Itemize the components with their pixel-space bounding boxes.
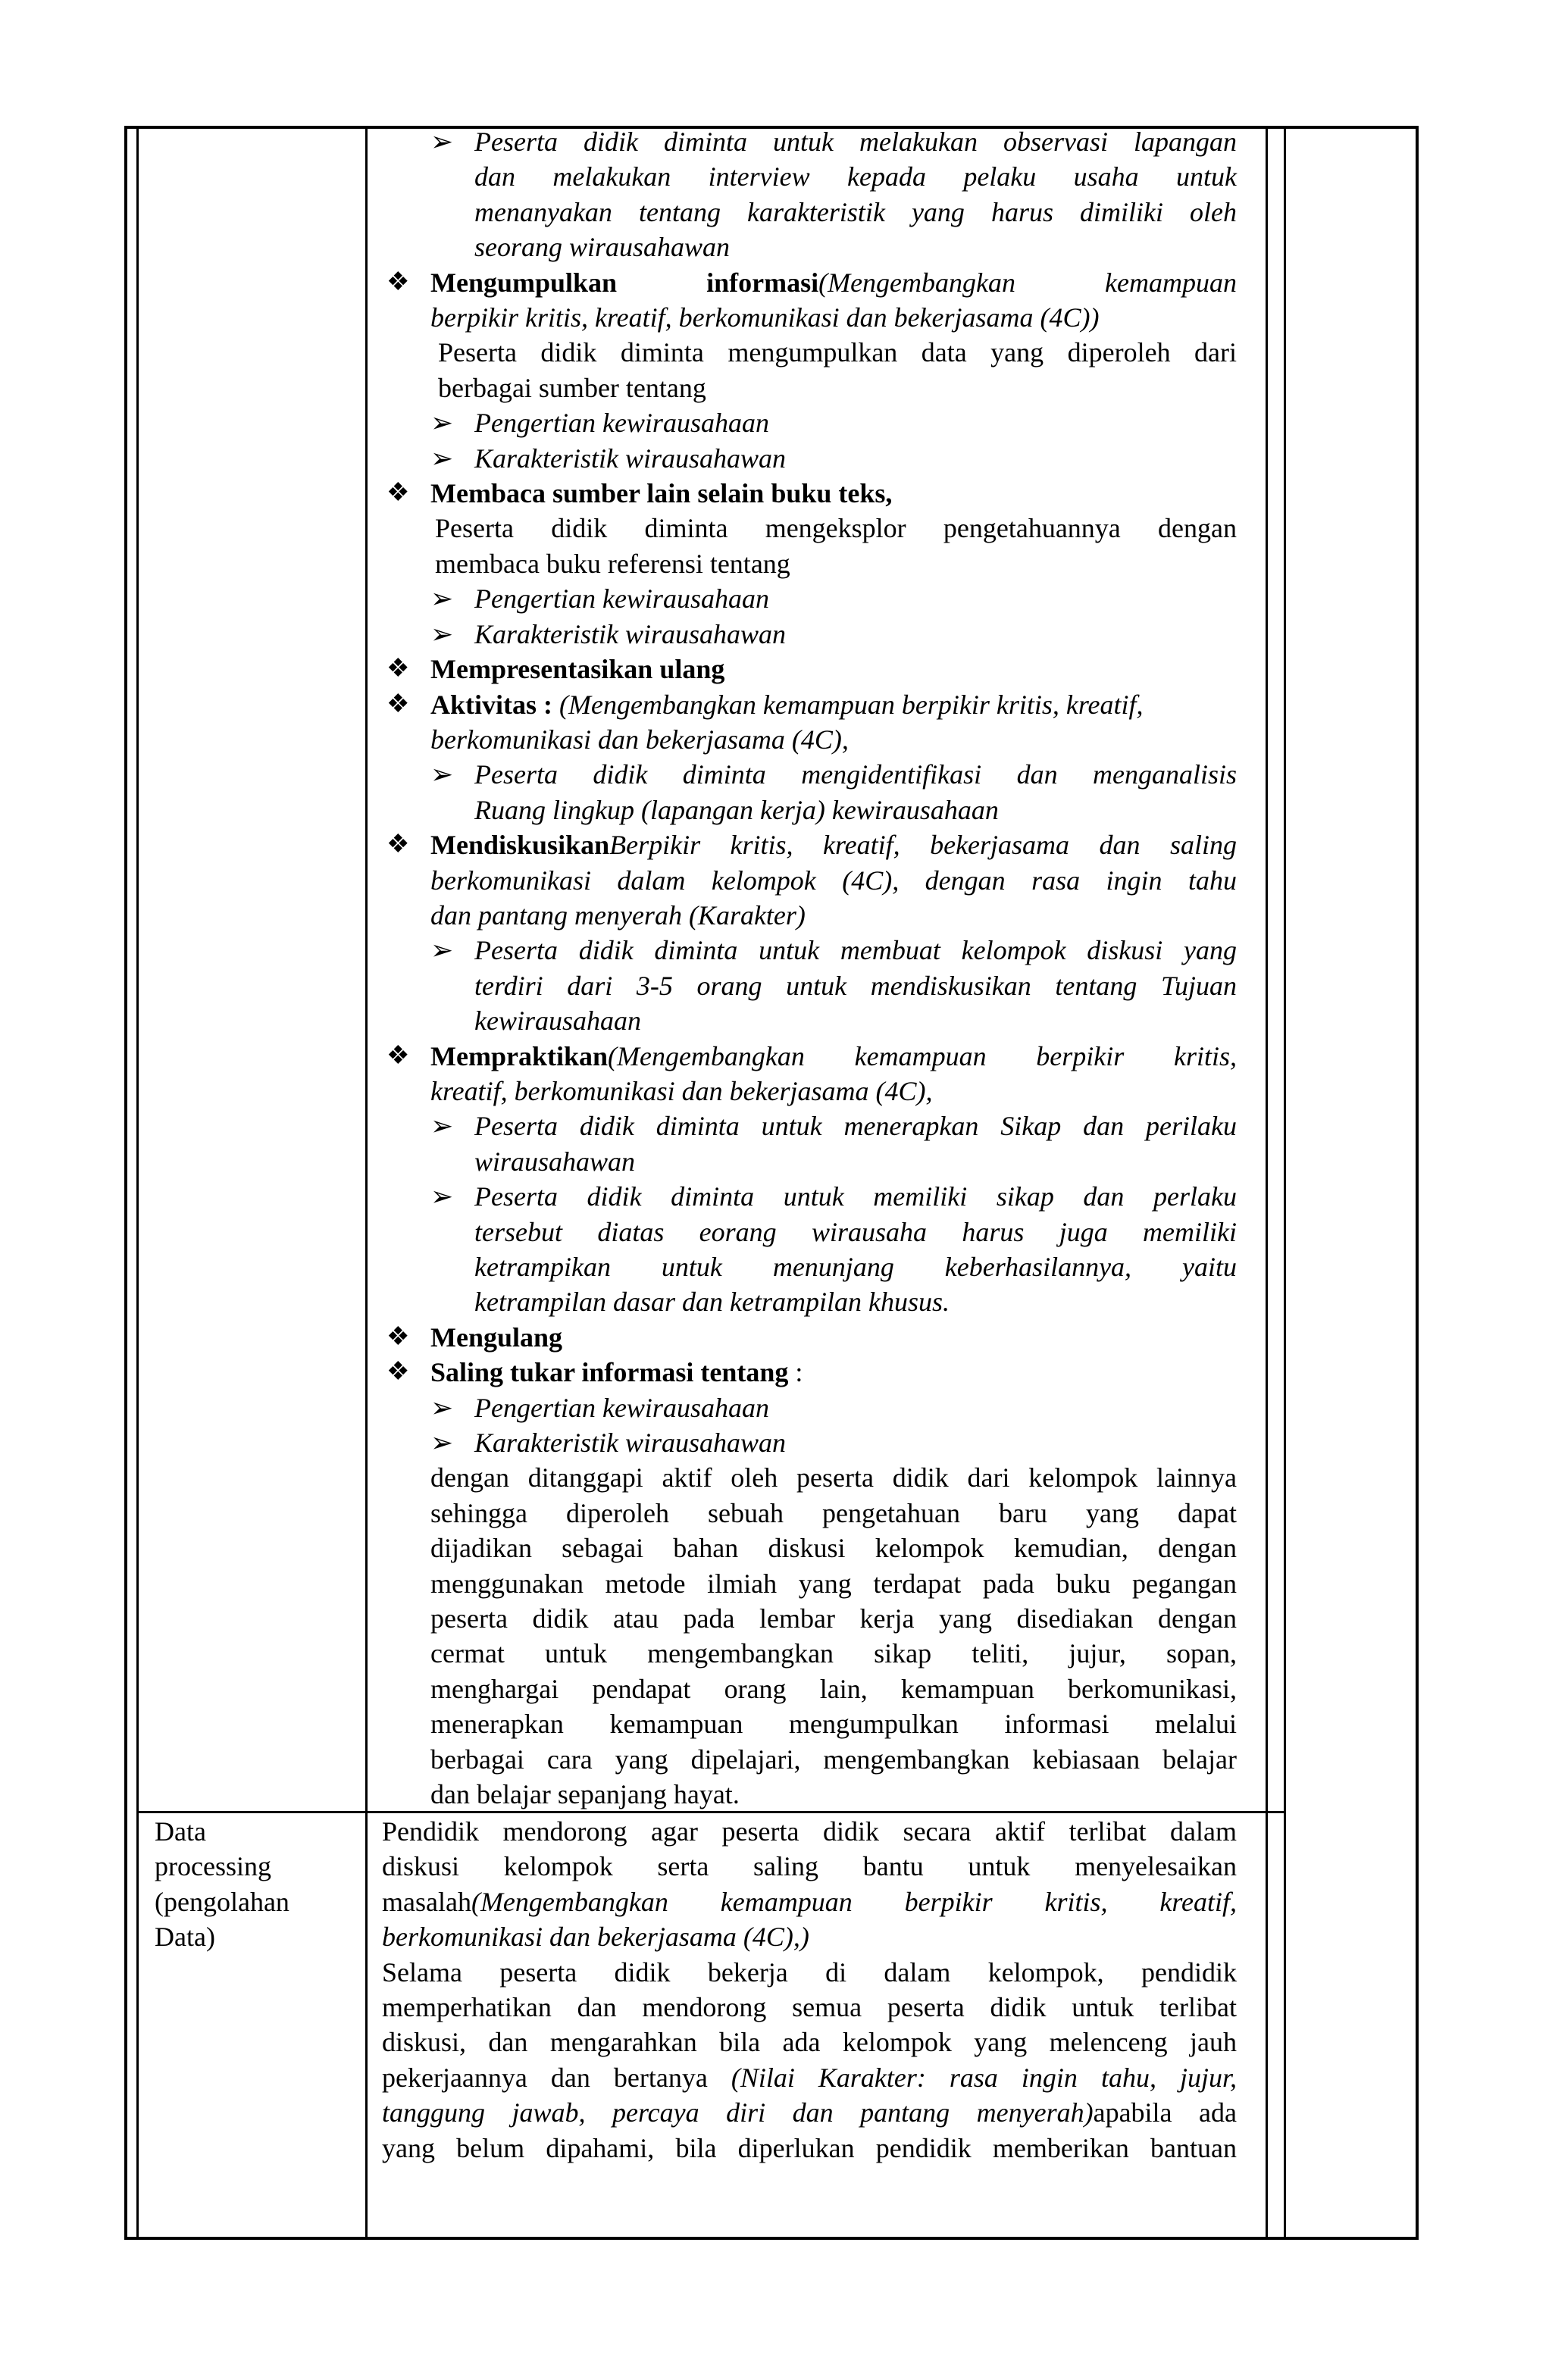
- diamond-bullet-icon: ❖: [386, 830, 410, 859]
- diamond-bullet-icon: ❖: [386, 1358, 410, 1387]
- membaca-text: Peserta didik diminta mengeksplor pengetahuannya dengan: [435, 513, 1237, 544]
- mengumpulkan-item: [386, 265, 1237, 406]
- closing-paragraph: dengan ditanggapi aktif oleh peserta didik dari kelompok lainnya sehingga diperoleh sebuah pengetahuan baru yang dapat dijadikan sebagai bahan diskusi kelompok kemudian, dengan menggunakan metode ilmiah yang terdapat pada buku pegangan peserta didik atau pada lembar kerja yang disediakan dengan cermat untuk mengembangkan sikap teliti, jujur, sopan, menghargai pendapat orang lain, kemampuan berkomunikasi, menerapkan kemampuan mengumpulkan informasi melalui berbagai cara yang dipelajari, mengembangkan kebiasaan belajar dan belajar sepanjang hayat.: [430, 1462, 1237, 1810]
- col-divider-4: [1284, 126, 1286, 2240]
- obs-line: dan melakukan interview kepada pelaku usaha untuk: [474, 161, 1237, 192]
- obs-line: menanyakan tentang karakteristik yang harus dimiliki oleh: [474, 196, 1237, 227]
- list-item: ➢ Pengertian kewirausahaan: [386, 581, 1237, 616]
- obs-line: seorang wirausahawan: [474, 232, 731, 263]
- diamond-bullet-icon: ❖: [386, 690, 410, 718]
- list-item: ➢ Pengertian kewirausahaan: [386, 405, 1237, 440]
- list-item: ➢ Karakteristik wirausahawan: [386, 617, 1237, 652]
- arrow-bullet-icon: ➢: [430, 583, 454, 615]
- data-processing-label: Data processing (pengolahan Data): [155, 1816, 289, 1953]
- col-divider-1: [136, 126, 139, 2240]
- membaca-heading: Membaca sumber lain selain buku teks,: [430, 478, 893, 509]
- arrow-bullet-icon: ➢: [430, 408, 454, 439]
- presentasi-item: ❖ Mempresentasikan ulang: [386, 652, 1237, 686]
- diskusi-item: ❖ MendiskusikanBerpikir kritis, kreatif, bekerjasama dan saling berkomunikasi dalam kelompok (4C), dengan rasa ingin tahu dan pantang menyerah (Karakter): [386, 827, 1237, 933]
- arrow-bullet-icon: ➢: [430, 1181, 454, 1212]
- list-item: ➢ Peserta didik diminta mengidentifikasi dan menganalisis Ruang lingkup (lapangan kerja) kewirausahaan: [386, 757, 1237, 827]
- list-item: ➢ Karakteristik wirausahawan: [386, 441, 1237, 476]
- arrow-bullet-icon: ➢: [430, 1428, 454, 1459]
- arrow-bullet-icon: ➢: [430, 443, 454, 474]
- aktivitas-item: ❖ Aktivitas : (Mengembangkan kemampuan berpikir kritis, kreatif, berkomunikasi dan bekerjasama (4C),: [386, 687, 1237, 758]
- obs-line: Peserta didik diminta untuk melakukan observasi lapangan: [474, 127, 1237, 157]
- list-item: ➢ Pengertian kewirausahaan: [386, 1390, 1237, 1425]
- observasi-item: [386, 124, 1237, 265]
- list-item: ➢ Peserta didik diminta untuk membuat kelompok diskusi yang terdiri dari 3-5 orang untuk mendiskusikan tentang Tujuan kewirausahaan: [386, 933, 1237, 1038]
- mengumpulkan-text: berbagai sumber tentang: [438, 372, 706, 403]
- arrow-bullet-icon: ➢: [430, 618, 454, 649]
- diamond-bullet-icon: ❖: [386, 1041, 410, 1070]
- col-divider-3: [1266, 126, 1268, 2240]
- activities-cell: [386, 124, 1237, 1812]
- praktik-item: ❖ Mempraktikan(Mengembangkan kemampuan berpikir kritis, kreatif, berkomunikasi dan bekerjasama (4C),: [386, 1039, 1237, 1109]
- arrow-bullet-icon: ➢: [430, 127, 454, 157]
- diamond-bullet-icon: ❖: [386, 655, 410, 683]
- saling-item: ❖ Saling tukar informasi tentang :: [386, 1355, 1237, 1390]
- diamond-bullet-icon: ❖: [386, 1322, 410, 1351]
- mengulang-item: ❖ Mengulang: [386, 1320, 1237, 1355]
- list-item: ➢ Karakteristik wirausahawan: [386, 1425, 1237, 1460]
- mengumpulkan-heading: Mengumpulkan informasi: [430, 267, 819, 298]
- diamond-bullet-icon: ❖: [386, 267, 410, 296]
- arrow-bullet-icon: ➢: [430, 759, 454, 790]
- membaca-item: [386, 476, 1237, 581]
- arrow-bullet-icon: ➢: [430, 935, 454, 966]
- arrow-bullet-icon: ➢: [430, 1111, 454, 1142]
- diamond-bullet-icon: ❖: [386, 479, 410, 508]
- membaca-text: membaca buku referensi tentang: [435, 548, 790, 579]
- col-divider-2: [365, 126, 368, 2240]
- mengumpulkan-note: berpikir kritis, kreatif, berkomunikasi dan bekerjasama (4C)): [430, 302, 1100, 333]
- list-item: ➢ Peserta didik diminta untuk memiliki sikap dan perlaku tersebut diatas eorang wirausaha harus juga memiliki ketrampikan untuk menunjang keberhasilannya, yaitu ketrampilan dasar dan ketrampilan khusus.: [386, 1179, 1237, 1320]
- mengumpulkan-note: (Mengembangkan kemampuan: [818, 267, 1237, 298]
- mengumpulkan-text: Peserta didik diminta mengumpulkan data yang diperoleh dari: [438, 337, 1237, 368]
- list-item: ➢ Peserta didik diminta untuk menerapkan Sikap dan perilaku wirausahawan: [386, 1109, 1237, 1179]
- data-processing-content: Pendidik mendorong agar peserta didik secara aktif terlibat dalam diskusi kelompok serta saling bantu untuk menyelesaikan masalah(Mengembangkan kemampuan berpikir kritis, kreatif, berkomunikasi dan bekerjasama (4C),) Selama peserta didik bekerja di dalam kelompok, pendidik memperhatikan dan mendorong semua peserta didik untuk terlibat diskusi, dan mengarahkan bila ada kelompok yang melenceng jauh pekerjaannya dan bertanya (Nilai Karakter: rasa ingin tahu, jujur, tanggung jawab, percaya diri dan pantang menyerah)apabila ada yang belum dipahami, bila diperlukan pendidik memberikan bantuan: [382, 1816, 1237, 2163]
- arrow-bullet-icon: ➢: [430, 1392, 454, 1423]
